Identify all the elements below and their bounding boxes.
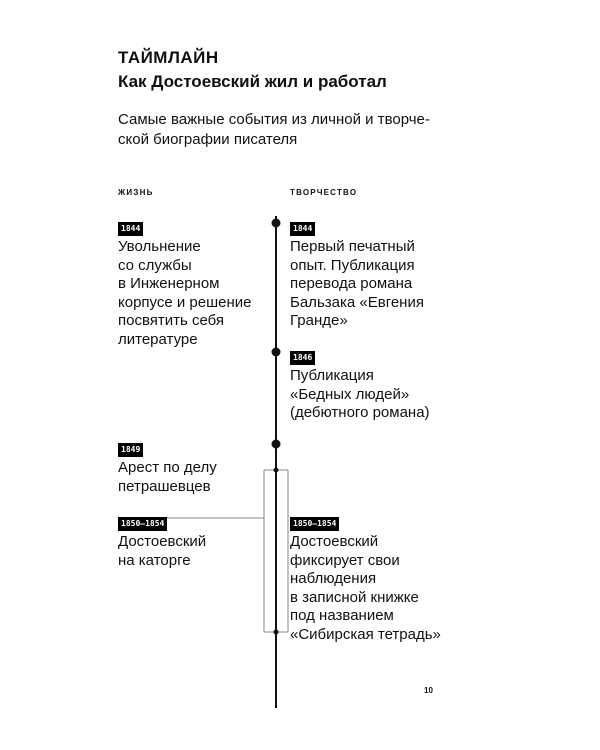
life-event-line: Арест по делу петрашевцев bbox=[118, 459, 217, 495]
page-title: ТАЙМЛАЙН bbox=[118, 48, 219, 67]
life-event-line: Увольнение со службы в Инженерном корпусе и решение посвятить себя литературе bbox=[118, 238, 252, 348]
work-event-line: Достоевский фиксирует свои наблюдения в записной книжке под названием «Сибирская тетрадь» bbox=[290, 533, 441, 643]
life-event-text bbox=[118, 238, 268, 349]
life-year-badge: 1849 bbox=[118, 443, 143, 457]
work-event-text bbox=[290, 367, 460, 423]
life-event-text bbox=[118, 459, 268, 496]
life-year-badge: 1844 bbox=[118, 222, 143, 236]
life-event-line: Достоевский на каторге bbox=[118, 533, 207, 569]
work-event-text bbox=[290, 533, 470, 644]
timeline-dot-1846 bbox=[272, 348, 281, 357]
work-year-badge: 1850–1854 bbox=[290, 517, 339, 531]
work-event-text bbox=[290, 238, 460, 331]
timeline-dot-1844 bbox=[272, 219, 281, 228]
work-event-line: Публикация «Бедных людей» (дебютного романа) bbox=[290, 367, 430, 421]
work-event-line: Первый печатный опыт. Публикация перевода романа Бальзака «Евгения Гранде» bbox=[290, 238, 424, 329]
intro-line: Самые важные события из личной и творче- ской биографии писателя bbox=[118, 111, 430, 148]
timeline-dot-1854-end bbox=[274, 630, 279, 635]
column-header-life: ЖИЗНЬ bbox=[118, 188, 154, 197]
work-year-badge: 1846 bbox=[290, 351, 315, 365]
timeline-dot-1850-start bbox=[274, 468, 279, 473]
page-subtitle: Как Достоевский жил и работал bbox=[118, 72, 387, 91]
page-number: 10 bbox=[424, 686, 433, 695]
work-year-badge: 1844 bbox=[290, 222, 315, 236]
timeline-dot-1849 bbox=[272, 440, 281, 449]
life-event-text bbox=[118, 533, 268, 570]
life-year-badge: 1850–1854 bbox=[118, 517, 167, 531]
column-header-work: ТВОРЧЕСТВО bbox=[290, 188, 358, 197]
